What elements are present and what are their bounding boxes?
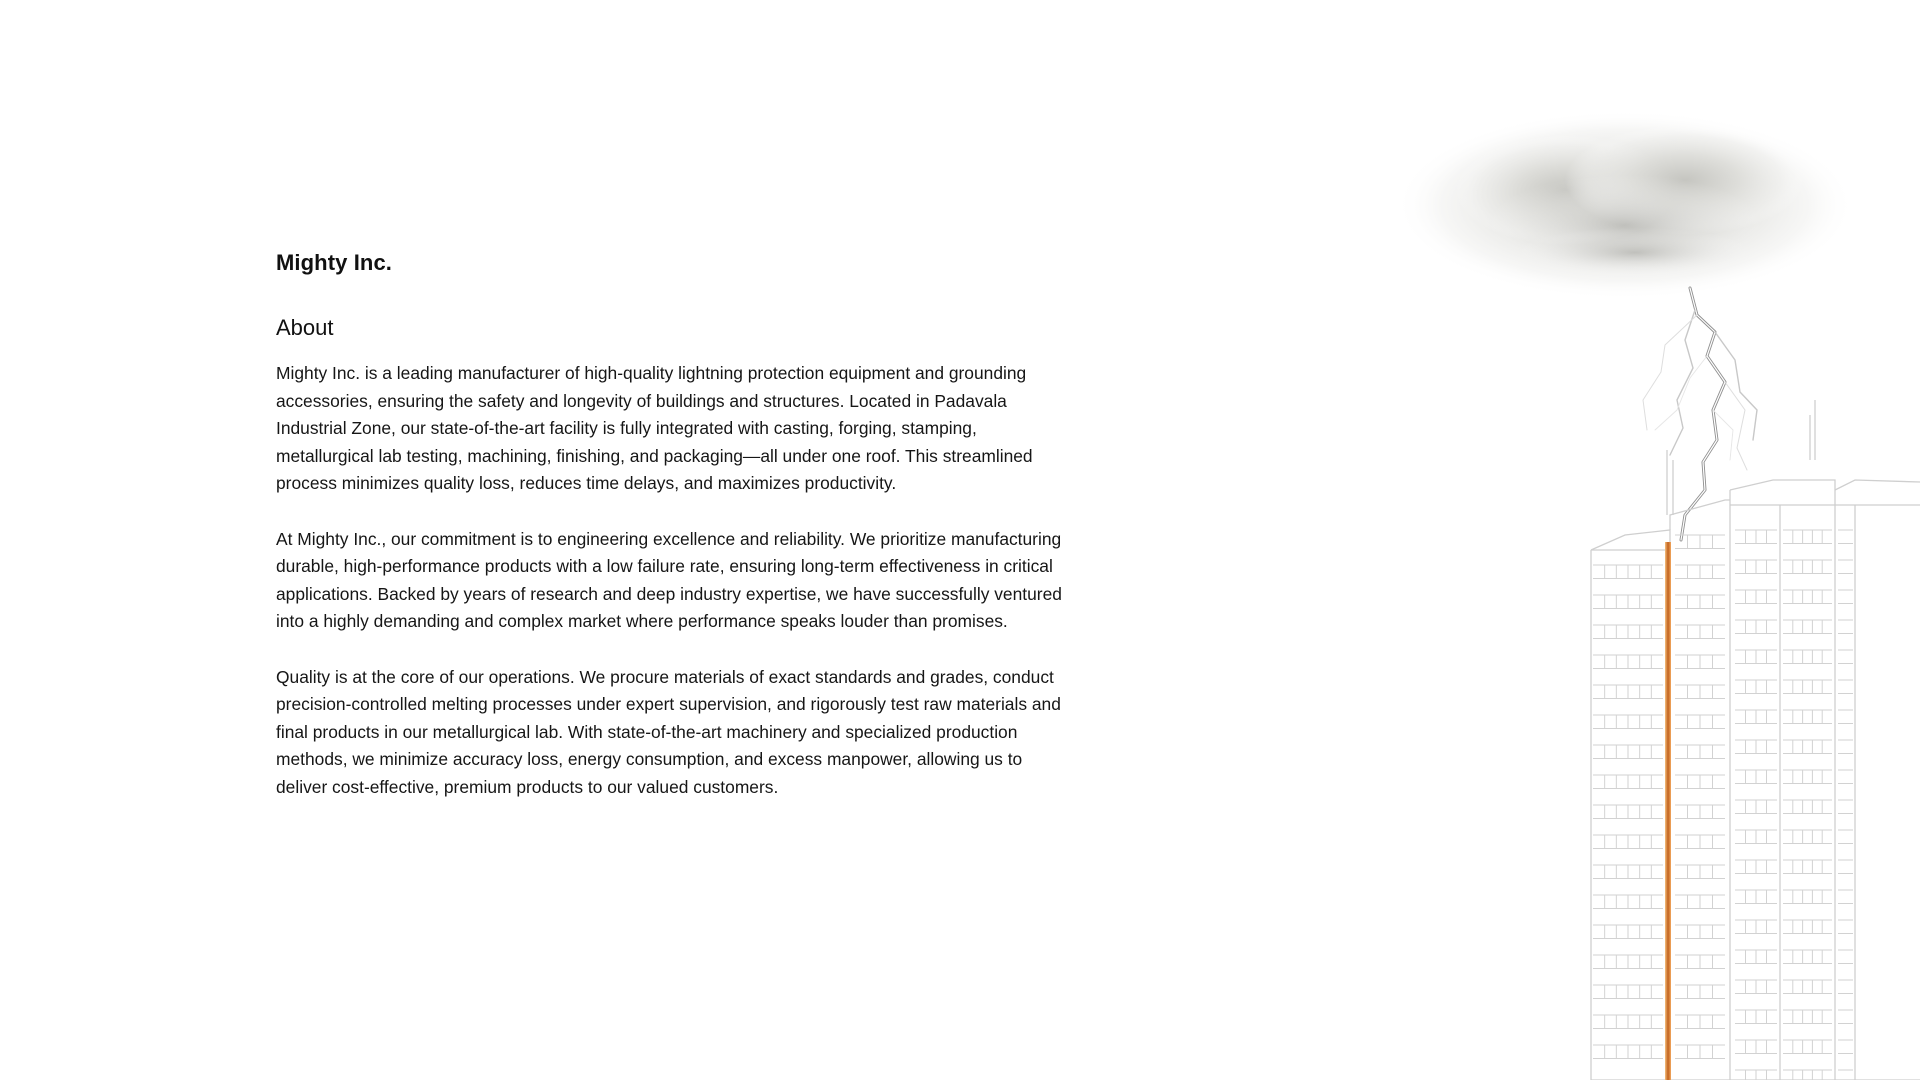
building-windows [1593, 530, 1853, 1080]
storm-cloud-icon [1395, 110, 1855, 300]
about-content [276, 250, 1076, 802]
lightning-building-illustration [1385, 110, 1920, 1080]
brand-name: Mighty Inc. [276, 250, 392, 275]
about-paragraph-2: At Mighty Inc., our commitment is to engineering excellence and reliability. We prioritize manufacturing durable, high-performance products with a low failure rate, ensuring long-term effectiveness in critical applications. Backed by years of research and deep industry expertise, we have successfully ventured into a highly demanding and complex market where performance speaks louder than promises. [276, 528, 1062, 632]
section-heading-about: About [276, 315, 334, 340]
about-paragraph-1: Mighty Inc. is a leading manufacturer of high-quality lightning protection equipment and grounding accessories, ensuring the safety and longevity of buildings and structures. Located in Padavala Industrial Zone, our state-of-the-art facility is fully integrated with casting, forging, stamping, metallurgical lab testing, machining, finishing, and packaging—all under one roof. This streamlined process minimizes quality loss, reduces time delays, and maximizes productivity. [276, 363, 1033, 494]
lightning-bolt-icon [1643, 288, 1757, 540]
ground-conductor-icon [1665, 542, 1671, 1080]
illustration-svg [1385, 110, 1920, 1080]
about-paragraph-3: Quality is at the core of our operations. We procure materials of exact standards and grades, conduct precision-controlled melting processes under expert supervision, and rigorously test raw materials and final products in our metallurgical lab. With state-of-the-art machinery and specialized production methods, we minimize accuracy loss, energy consumption, and excess manpower, allowing us to deliver cost-effective, premium products to our valued customers. [276, 666, 1061, 797]
